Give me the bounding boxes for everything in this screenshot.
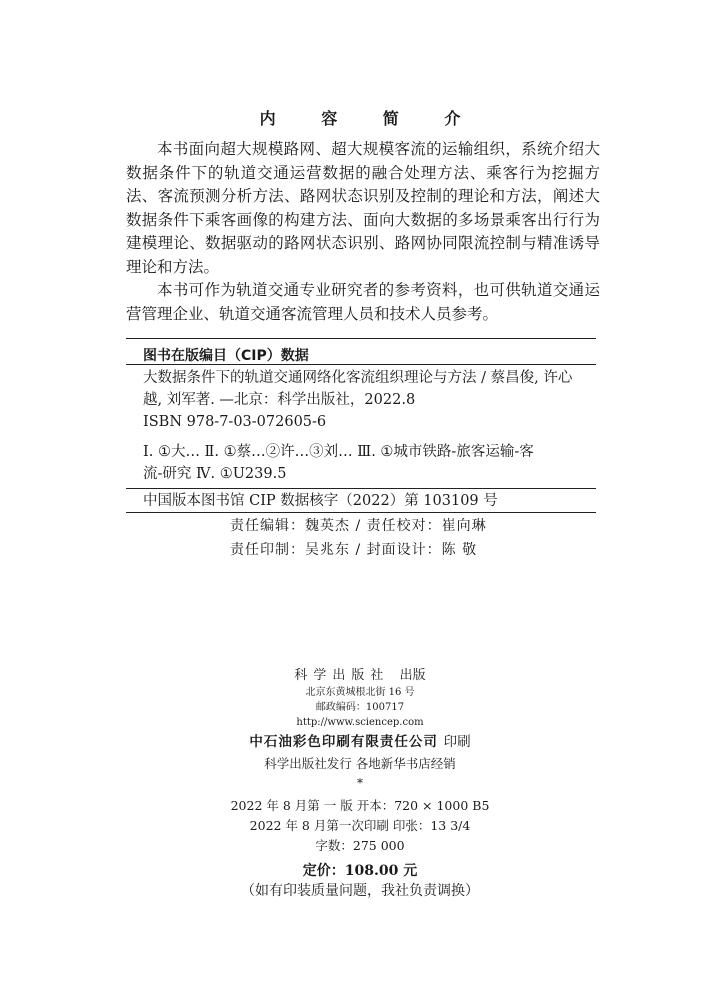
cip-catalog xyxy=(126,367,596,433)
cip-title-line: 大数据条件下的轨道交通网络化客流组织理论与方法 / 蔡昌俊, 许心 xyxy=(143,370,573,386)
credits xyxy=(230,514,600,562)
printer-line xyxy=(0,730,720,750)
cip-heading-rule xyxy=(126,364,596,365)
quality-notice: （如有印装质量问题，我社负责调换） xyxy=(241,883,479,899)
distribution-line: 科学出版社发行 各地新华书店经销 xyxy=(264,756,456,771)
cip-record xyxy=(126,490,596,512)
publisher-suffix: 出版 xyxy=(399,668,426,683)
edition-line: 2022 年 8 月第 一 版 开本：720 × 1000 B5 xyxy=(230,798,490,813)
cip-subjects xyxy=(126,441,596,485)
publisher-name: 科学出版社 xyxy=(294,668,390,683)
publisher-address: 北京东黄城根北街 16 号 xyxy=(305,687,415,698)
summary-text xyxy=(126,138,600,326)
cip-heading: 图书在版编目（CIP）数据 xyxy=(143,348,309,364)
credits-line: 责任印制：吴兆东 / 封面设计：陈 敬 xyxy=(230,542,478,558)
cip-subject-line: 流-研究 Ⅳ. ①U239.5 xyxy=(143,466,287,482)
printer-name: 中石油彩色印刷有限责任公司 xyxy=(249,734,438,750)
publisher-website: http://www.sciencep.com xyxy=(296,717,424,728)
cip-title-line: 越, 刘军著. —北京：科学出版社，2022.8 xyxy=(143,392,416,408)
printer-suffix: 印刷 xyxy=(443,734,471,750)
credits-line: 责任编辑：魏英杰 / 责任校对：崔向琳 xyxy=(230,518,487,534)
separator-star: * xyxy=(357,776,363,790)
publisher-postcode: 邮政编码：100717 xyxy=(315,702,405,713)
cip-subject-line: Ⅰ. ①大… Ⅱ. ①蔡…②许…③刘… Ⅲ. ①城市铁路-旅客运输-客 xyxy=(143,444,534,460)
publisher-line xyxy=(0,664,720,683)
price: 定价：108.00 元 xyxy=(302,863,418,879)
printing-line: 2022 年 8 月第一次印刷 印张：13 3/4 xyxy=(249,818,471,833)
page-title: 内 容 简 介 xyxy=(259,109,481,128)
wordcount-line: 字数：275 000 xyxy=(315,838,405,853)
cip-top-rule xyxy=(126,338,596,339)
cip-bottom-rule xyxy=(126,512,596,513)
cip-record-rule xyxy=(126,488,596,489)
cip-isbn: ISBN 978-7-03-072605-6 xyxy=(143,414,327,430)
cip-record-number: 中国版本图书馆 CIP 数据核字（2022）第 103109 号 xyxy=(143,493,498,509)
summary-paragraph: 本书可作为轨道交通专业研究者的参考资料，也可供轨道交通运营管理企业、轨道交通客流管理人员和技术人员参考。 xyxy=(126,281,600,323)
summary-paragraph: 本书面向超大规模路网、超大规模客流的运输组织，系统介绍大数据条件下的轨道交通运营数据的融合处理方法、乘客行为挖掘方法、客流预测分析方法、路网状态识别及控制的理论和方法，阐述大数据条件下乘客画像的构建方法、面向大数据的多场景乘客出行行为建模理论、数据驱动的路网状态识别、路网协同限流控制与精准诱导理论和方法。 xyxy=(126,140,600,276)
